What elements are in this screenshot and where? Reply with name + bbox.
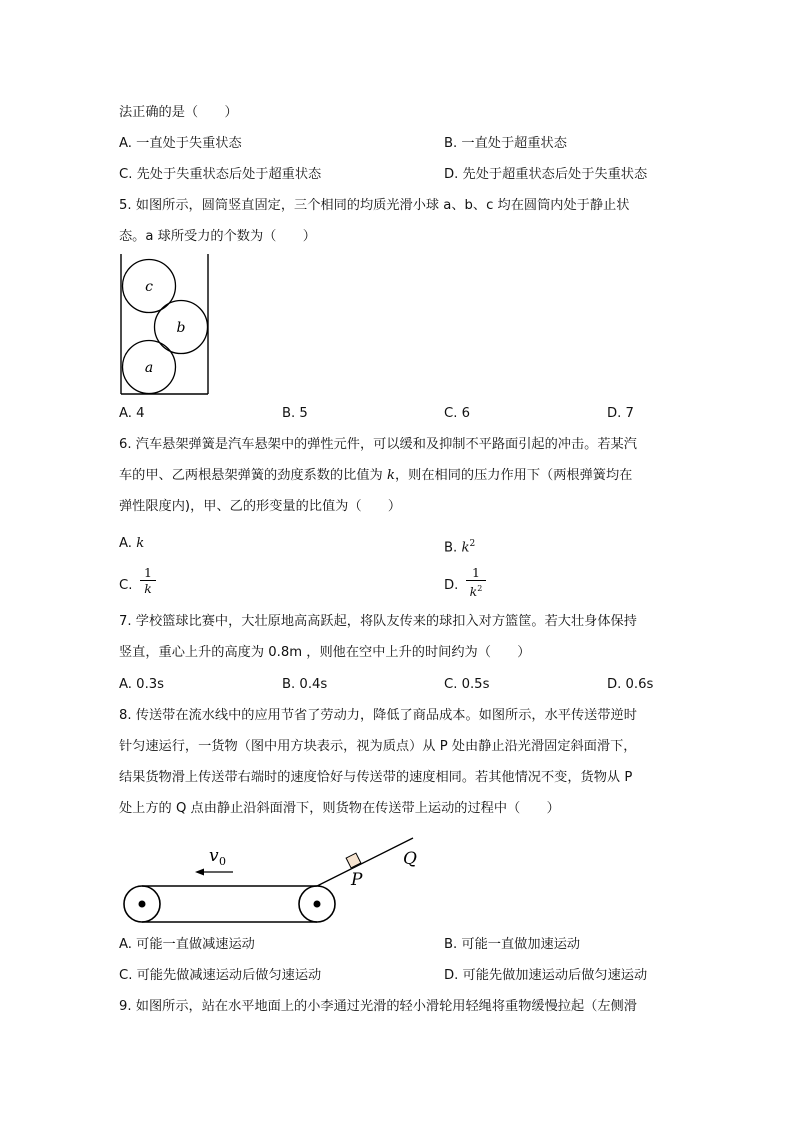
q6-stem-line1: 6. 汽车悬架弹簧是汽车悬架中的弹性元件，可以缓和及抑制不平路面引起的冲击。若某汽	[119, 437, 637, 452]
q6-option-a-math: k	[136, 536, 145, 551]
q7-option-c[interactable]: C. 0.5s	[444, 677, 490, 692]
q8-conveyor-figure	[115, 835, 425, 930]
q6-option-c-denominator: k	[144, 581, 152, 596]
velocity-label: v	[209, 846, 219, 866]
q6-option-c-label[interactable]: C.	[119, 578, 133, 593]
q4-option-d[interactable]: D. 先处于超重状态后处于失重状态	[444, 167, 648, 182]
q8-option-b[interactable]: B. 可能一直做加速运动	[444, 937, 581, 952]
q5-stem-line2: 态。a 球所受力的个数为（ ）	[119, 229, 316, 244]
q8-option-c[interactable]: C. 可能先做减速运动后做匀速运动	[119, 968, 322, 983]
q6-stem-line2	[119, 467, 632, 485]
q4-option-c[interactable]: C. 先处于失重状态后处于超重状态	[119, 167, 322, 182]
right-pulley-axle	[314, 901, 321, 908]
q5-cylinder-figure	[115, 250, 215, 398]
q8-stem-line3: 结果货物滑上传送带右端时的速度恰好与传送带的速度相同。若其他情况不变，货物从 P	[119, 770, 633, 785]
q4-option-b[interactable]: B. 一直处于超重状态	[444, 136, 567, 151]
left-pulley-axle	[139, 901, 146, 908]
point-p-label: P	[351, 870, 363, 890]
q6-option-d-den-base: k	[469, 584, 478, 600]
q9-stem-line1: 9. 如图所示，站在水平地面上的小李通过光滑的轻小滑轮用轻绳将重物缓慢拉起（左侧滑	[119, 999, 637, 1014]
q6-option-a[interactable]	[119, 535, 144, 553]
q6-option-d-denominator	[466, 581, 486, 600]
q4-option-a[interactable]: A. 一直处于失重状态	[119, 136, 242, 151]
q6-option-b-base: k	[461, 540, 470, 556]
q6-option-b-label: B.	[444, 540, 462, 556]
q4-stem-tail: 法正确的是（ ）	[119, 105, 238, 120]
q5-option-d[interactable]: D. 7	[607, 406, 634, 421]
q6-option-d-numerator: 1	[472, 565, 480, 580]
incline	[317, 838, 413, 886]
q7-stem-line1: 7. 学校篮球比赛中，大壮原地高高跃起，将队友传来的球扣入对方篮筐。若大壮身体保持	[119, 614, 637, 629]
q8-option-a[interactable]: A. 可能一直做减速运动	[119, 937, 255, 952]
q5-option-c[interactable]: C. 6	[444, 406, 470, 421]
ball-b-label: b	[176, 320, 186, 336]
velocity-arrowhead	[195, 869, 204, 876]
q8-stem-line1: 8. 传送带在流水线中的应用节省了劳动力，降低了商品成本。如图所示，水平传送带逆时	[119, 708, 637, 723]
q6-k-symbol: k	[386, 468, 395, 483]
q7-stem-line2: 竖直，重心上升的高度为 0.8m ，则他在空中上升的时间约为（ ）	[119, 645, 531, 660]
q6-option-d-fraction	[466, 565, 486, 600]
q6-option-b-exp: 2	[469, 539, 476, 549]
q8-stem-line4: 处上方的 Q 点由静止沿斜面滑下，则货物在传送带上运动的过程中（ ）	[119, 801, 560, 816]
q6-line2-text-b: ，则在相同的压力作用下（两根弹簧均在	[394, 468, 633, 483]
q7-option-d[interactable]: D. 0.6s	[607, 677, 654, 692]
q5-option-a[interactable]: A. 4	[119, 406, 145, 421]
ball-a-label: a	[144, 360, 154, 376]
q7-option-a[interactable]: A. 0.3s	[119, 677, 165, 692]
q8-stem-line2: 针匀速运行，一货物（图中用方块表示，视为质点）从 P 处由静止沿光滑固定斜面滑下，	[119, 739, 637, 754]
ball-c-label: c	[145, 279, 153, 295]
velocity-subscript: 0	[219, 855, 226, 868]
q8-option-d[interactable]: D. 可能先做加速运动后做匀速运动	[444, 968, 648, 983]
q5-stem-line1: 5. 如图所示，圆筒竖直固定，三个相同的均质光滑小球 a、b、c 均在圆筒内处于静止状	[119, 198, 630, 213]
point-q-label: Q	[403, 849, 417, 869]
q6-stem-line3: 弹性限度内)，甲、乙的形变量的比值为（ ）	[119, 499, 402, 514]
q6-option-c-numerator: 1	[144, 565, 152, 580]
q6-option-b[interactable]	[444, 535, 475, 557]
q6-option-a-label: A.	[119, 536, 137, 551]
q6-option-d-label[interactable]: D.	[444, 578, 459, 593]
q6-option-c-fraction	[140, 565, 156, 597]
q6-line2-text-a: 车的甲、乙两根悬架弹簧的劲度系数的比值为	[119, 468, 387, 483]
q5-option-b[interactable]: B. 5	[282, 406, 308, 421]
q6-option-d-den-exp: 2	[477, 584, 483, 593]
q7-option-b[interactable]: B. 0.4s	[282, 677, 328, 692]
